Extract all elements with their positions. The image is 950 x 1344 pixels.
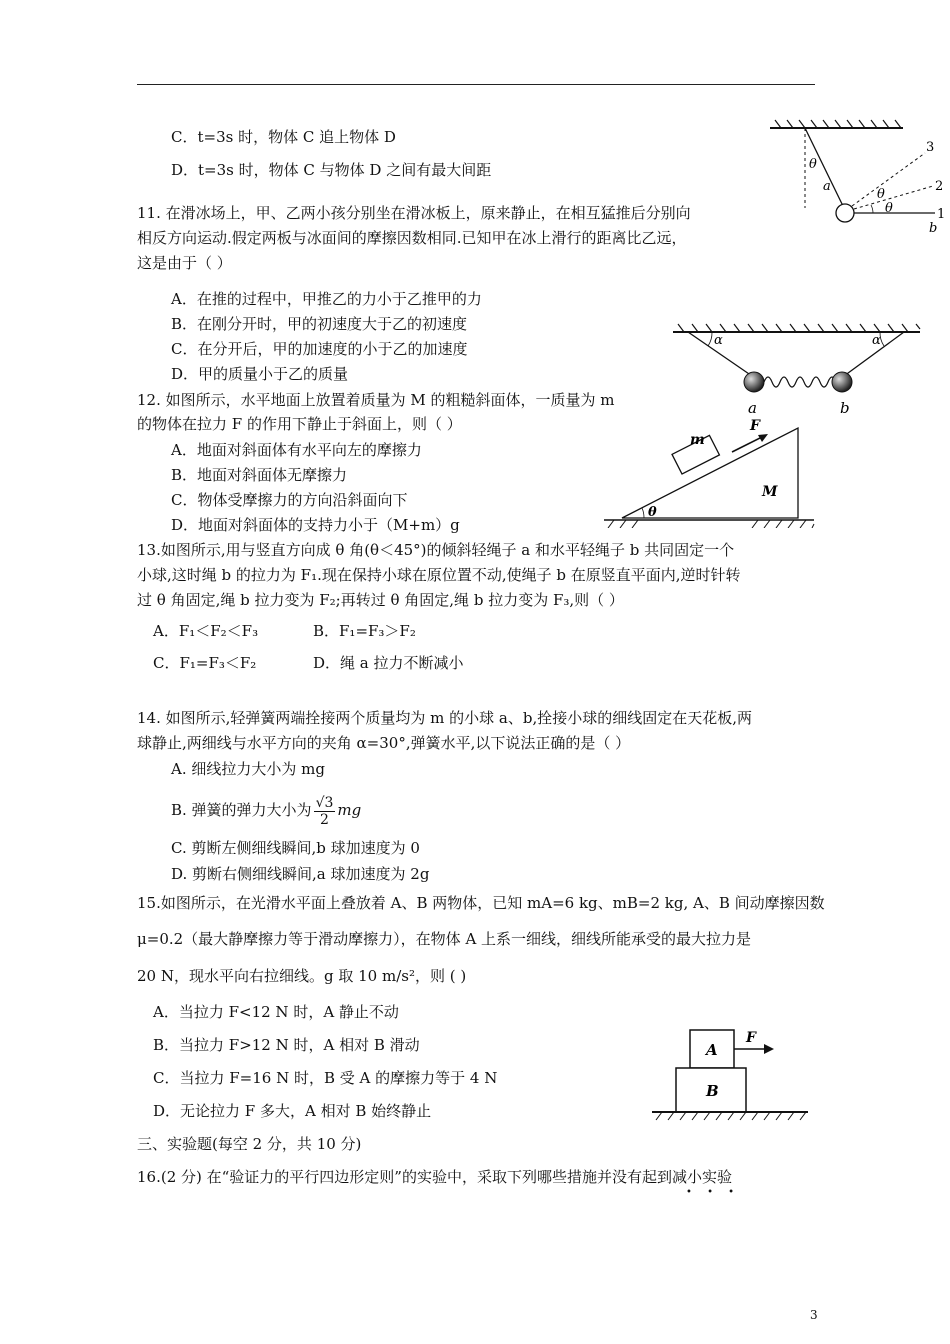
q15-stem-2: μ=0.2（最大静摩擦力等于滑动摩擦力），在物体 A 上系一细线，细线所能承受的最大拉力是	[137, 930, 752, 948]
q14-option-d: D. 剪断右侧细线瞬间,a 球加速度为 2g	[171, 865, 430, 883]
q14-figure	[668, 318, 926, 418]
q13-position-1-label: 1	[937, 207, 945, 222]
q15-option-c: C．当拉力 F=16 N 时，B 受 A 的摩擦力等于 4 N	[153, 1069, 498, 1087]
q15-stem-3: 20 N，现水平向右拉细线。g 取 10 m/s²，则 ( )	[137, 967, 467, 985]
fraction-denominator: 2	[320, 811, 329, 828]
q13-stem-1: 13.如图所示,用与竖直方向成 θ 角(θ＜45°)的倾斜轻绳子 a 和水平轻绳子 b 共同固定一个	[137, 541, 735, 559]
q11-option-c: C．在分开后，甲的加速度的小于乙的加速度	[171, 340, 468, 358]
q12-theta-label: θ	[648, 505, 657, 520]
q12-option-d: D．地面对斜面体的支持力小于（M+m）g	[171, 516, 460, 534]
q11-stem-1: 11. 在滑冰场上，甲、乙两小孩分别坐在滑冰板上，原来静止，在相互猛推后分别向	[137, 204, 691, 222]
q13-rope-b-label: b	[929, 221, 938, 236]
q13-option-b: B．F₁=F₃＞F₂	[313, 622, 416, 640]
q12-figure	[602, 416, 816, 528]
q12-mass-m-label: m	[690, 432, 705, 448]
q14-stem-2: 球静止,两细线与水平方向的夹角 α=30°,弹簧水平,以下说法正确的是（ ）	[137, 734, 631, 752]
q12-force-f-label: F	[750, 418, 760, 434]
q15-block-b-label: B	[706, 1082, 719, 1100]
q12-mass-M-label: M	[762, 484, 778, 500]
fraction-numerator: √3	[315, 794, 334, 811]
q15-option-b: B．当拉力 F>12 N 时，A 相对 B 滑动	[153, 1036, 420, 1054]
q11-stem-2: 相反方向运动.假定两板与冰面间的摩擦因数相同.已知甲在冰上滑行的距离比乙远，	[137, 229, 687, 247]
q11-option-b: B．在刚分开时，甲的初速度大于乙的初速度	[171, 315, 468, 333]
q10-option-c: C．t=3s 时，物体 C 追上物体 D	[171, 128, 396, 146]
q15-figure	[648, 1024, 818, 1124]
ball-b	[832, 372, 852, 392]
q14-ball-b-label: b	[840, 399, 850, 417]
q13-theta-label-1: θ	[885, 201, 893, 216]
header-rule	[137, 84, 815, 85]
emphasis-dots: • • •	[686, 1187, 741, 1198]
q12-option-a: A．地面对斜面体有水平向左的摩擦力	[171, 441, 422, 459]
q16-stem: 16.(2 分) 在“验证力的平行四边形定则”的实验中，采取下列哪些措施并没有起到减小实验	[137, 1168, 732, 1186]
q13-figure	[765, 118, 945, 238]
q14-option-a: A. 细线拉力大小为 mg	[171, 760, 325, 778]
q13-position-2-label: 2	[935, 179, 944, 194]
q14-stem-1: 14. 如图所示,轻弹簧两端拴接两个质量均为 m 的小球 a、b,拴接小球的细线固定在天花板,两	[137, 709, 753, 727]
section-3-heading: 三、实验题(每空 2 分，共 10 分)	[137, 1135, 362, 1153]
q10-option-d: D．t=3s 时，物体 C 与物体 D 之间有最大间距	[171, 161, 492, 179]
q15-block-a-label: A	[706, 1041, 718, 1059]
q13-stem-2: 小球,这时绳 b 的拉力为 F₁.现在保持小球在原位置不动,使绳子 b 在原竖直平面内,逆时针转	[137, 566, 741, 584]
q13-theta-label-a: θ	[809, 157, 817, 172]
q11-option-d: D．甲的质量小于乙的质量	[171, 365, 349, 383]
q13-option-a: A．F₁＜F₂＜F₃	[153, 622, 259, 640]
ball-a	[744, 372, 764, 392]
q15-option-a: A．当拉力 F<12 N 时，A 静止不动	[153, 1003, 399, 1021]
q12-stem-1: 12. 如图所示，水平地面上放置着质量为 M 的粗糙斜面体，一质量为 m	[137, 391, 615, 409]
q13-position-3-label: 3	[926, 140, 935, 155]
q12-stem-2: 的物体在拉力 F 的作用下静止于斜面上，则（ ）	[137, 415, 462, 433]
q12-option-b: B．地面对斜面体无摩擦力	[171, 466, 348, 484]
q11-stem-3: 这是由于（ ）	[137, 254, 232, 272]
q13-option-d: D．绳 a 拉力不断减小	[313, 654, 464, 672]
q14-option-b-unit: mg	[337, 801, 362, 819]
q13-option-c: C．F₁=F₃＜F₂	[153, 654, 257, 672]
q14-alpha-left: α	[714, 333, 723, 348]
q13-stem-3: 过 θ 角固定,绳 b 拉力变为 F₂;再转过 θ 角固定,绳 b 拉力变为 F₃,则（ ）	[137, 591, 624, 609]
q15-force-f-label: F	[746, 1030, 756, 1046]
q14-ball-a-label: a	[748, 399, 757, 417]
q13-rope-a-label: a	[823, 179, 831, 194]
q15-option-d: D．无论拉力 F 多大，A 相对 B 始终静止	[153, 1102, 432, 1120]
q14-option-c: C. 剪断左侧细线瞬间,b 球加速度为 0	[171, 839, 420, 857]
q12-option-c: C．物体受摩擦力的方向沿斜面向下	[171, 491, 408, 509]
q11-option-a: A．在推的过程中，甲推乙的力小于乙推甲的力	[171, 290, 482, 308]
q14-alpha-right: α	[872, 333, 881, 348]
sqrt3-over-2-fraction	[314, 795, 336, 828]
q14-option-b	[171, 788, 361, 832]
q13-theta-label-2: θ	[877, 187, 885, 202]
q14-option-b-text: B. 弹簧的弹力大小为	[171, 801, 312, 819]
q15-stem-1: 15.如图所示，在光滑水平面上叠放着 A、B 两物体，已知 mA=6 kg、mB=2 kg, A、B 间动摩擦因数	[137, 894, 825, 912]
page-number: 3	[810, 1308, 818, 1322]
